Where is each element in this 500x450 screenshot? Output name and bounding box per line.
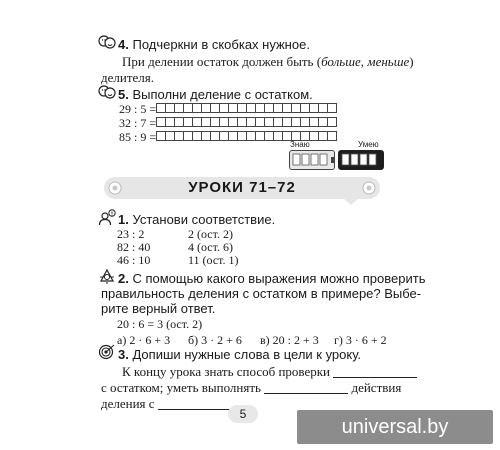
task5-heading bbox=[118, 87, 313, 103]
task1-right-3[interactable]: 11 (ост. 1) bbox=[188, 253, 239, 267]
task5-row-1: 29 : 5 = bbox=[119, 102, 157, 116]
banner-pointer-icon bbox=[343, 198, 359, 206]
answer-grid-row-2[interactable] bbox=[156, 117, 336, 127]
task4-line2: делителя. bbox=[101, 70, 154, 85]
task1-left-3[interactable]: 46 : 10 bbox=[117, 253, 151, 267]
task1-right-2[interactable]: 4 (ост. 6) bbox=[188, 240, 233, 254]
grid-cell[interactable] bbox=[327, 117, 337, 127]
task3-line1 bbox=[122, 364, 417, 380]
task5-title: Выполни деление с остатком. bbox=[132, 87, 313, 102]
task2-option-c[interactable]: в) 20 : 2 + 3 bbox=[260, 333, 319, 347]
brain-gear-icon bbox=[98, 268, 116, 284]
task4-number: 4. bbox=[118, 37, 129, 52]
know-label: Знаю bbox=[290, 140, 310, 149]
task3-blank-3[interactable] bbox=[158, 397, 236, 410]
task4-title: Подчеркни в скобках нужное. bbox=[132, 37, 310, 52]
task2-number: 2. bbox=[118, 271, 129, 286]
task2-option-d[interactable]: г) 3 · 6 + 2 bbox=[334, 333, 387, 347]
task5-row-3: 85 : 9 = bbox=[119, 130, 157, 144]
option-less[interactable]: меньше bbox=[367, 54, 410, 69]
target-icon bbox=[98, 344, 116, 360]
task1-title: Установи соответствие. bbox=[132, 212, 276, 227]
task1-heading bbox=[118, 212, 275, 228]
task3-line3 bbox=[101, 396, 236, 412]
task2-option-a[interactable]: а) 2 · 6 + 3 bbox=[117, 333, 171, 347]
can-battery-icon[interactable] bbox=[338, 150, 384, 170]
task4-separator: , bbox=[360, 54, 368, 69]
task2-line1 bbox=[118, 271, 425, 287]
task1-number: 1. bbox=[118, 212, 129, 227]
task2-example: 20 : 6 = 3 (ост. 2) bbox=[117, 317, 203, 331]
task5-row-2: 32 : 7 = bbox=[119, 116, 157, 130]
task3-heading bbox=[118, 347, 361, 363]
task3-line3-text: деления с bbox=[101, 396, 155, 411]
task2-option-b[interactable]: б) 3 · 2 + 6 bbox=[188, 333, 242, 347]
page-number: 5 bbox=[228, 405, 258, 423]
task2-line2: правильность деления с остатком в примере? Выбе- bbox=[101, 286, 422, 301]
can-label: Умею bbox=[358, 140, 379, 149]
task3-blank-2[interactable] bbox=[264, 381, 348, 394]
lesson-title: УРОКИ 71–72 bbox=[188, 179, 296, 196]
task3-number: 3. bbox=[118, 347, 129, 362]
watermark: universal.by bbox=[297, 410, 493, 444]
task5-number: 5. bbox=[118, 87, 129, 102]
task4-heading bbox=[118, 37, 310, 53]
know-battery-icon[interactable] bbox=[289, 150, 335, 170]
grid-cell[interactable] bbox=[327, 131, 337, 141]
smiling-faces-icon bbox=[98, 84, 116, 100]
task3-blank-1[interactable] bbox=[333, 365, 417, 378]
task4-line1 bbox=[122, 54, 414, 70]
person-with-question-icon bbox=[98, 209, 116, 225]
task3-line2-a: с остатком; уметь выполнять bbox=[101, 380, 261, 395]
task3-line2 bbox=[101, 380, 401, 396]
task3-title: Допиши нужные слова в цели к уроку. bbox=[132, 347, 362, 362]
task1-left-1[interactable]: 23 : 2 bbox=[117, 227, 145, 241]
grid-cell[interactable] bbox=[327, 103, 337, 113]
task3-line2-b: действия bbox=[351, 380, 402, 395]
smiling-faces-icon bbox=[98, 34, 116, 50]
option-more[interactable]: больше bbox=[321, 54, 361, 69]
task4-line1-suffix: ) bbox=[409, 54, 414, 69]
task2-line3: рите верный ответ. bbox=[101, 301, 216, 316]
task4-line1-prefix: При делении остаток должен быть ( bbox=[122, 54, 322, 69]
task1-right-1[interactable]: 2 (ост. 2) bbox=[188, 227, 233, 241]
task2-line1-text: С помощью какого выражения можно проверить bbox=[132, 271, 426, 286]
task3-line1-text: К концу урока знать способ проверки bbox=[122, 364, 331, 379]
task1-left-2[interactable]: 82 : 40 bbox=[117, 240, 151, 254]
answer-grid-row-1[interactable] bbox=[156, 103, 336, 113]
